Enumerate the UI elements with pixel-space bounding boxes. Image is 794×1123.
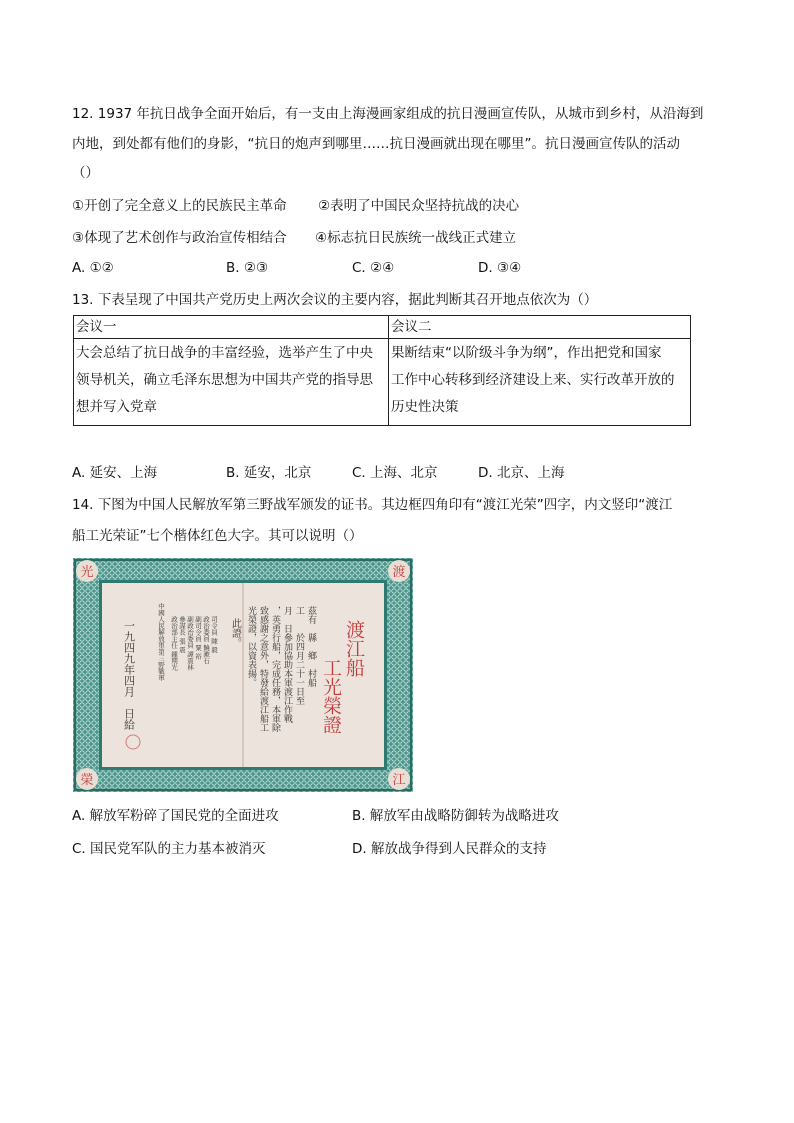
table-header-cell: 会议一 bbox=[74, 316, 389, 339]
svg-text:光: 光 bbox=[80, 565, 94, 580]
signer-col: 參謀長 張 震 bbox=[178, 616, 186, 653]
certificate-title-col1: 渡江船 bbox=[343, 620, 365, 677]
body-col: 茲有 縣 鄉 村船 bbox=[306, 606, 316, 687]
q14-option-d: D. 解放战争得到人民群众的支持 bbox=[352, 841, 547, 857]
signer-col: 政治委員 饒漱石 bbox=[202, 616, 210, 664]
certificate-date: 一九四九年四月 日給 bbox=[122, 620, 136, 730]
body-col: 光榮證，以資表揚。 bbox=[246, 606, 256, 687]
q12-stem-line2: 内地，到处都有他们的身影，“抗日的炮声到哪里……抗日漫画就出现在哪里”。抗日漫画宣传队的活动 bbox=[72, 136, 680, 152]
q14-stem-line1: 14. 下图为中国人民解放军第三野战军颁发的证书。其边框四角印有“渡江光荣”四字，内文竖印“渡江 bbox=[72, 497, 673, 513]
q12-statement-1: ①开创了完全意义上的民族民主革命 bbox=[72, 198, 287, 214]
q13-option-a: A. 延安、上海 bbox=[72, 465, 158, 481]
q14-option-b: B. 解放军由战略防御转为战略进攻 bbox=[352, 808, 559, 824]
cell-line: 果断结束“以阶级斗争为纲”，作出把党和国家 bbox=[391, 345, 662, 361]
body-col: 致感謝之意外，特發給渡江船工 bbox=[258, 606, 268, 732]
issuer-col: 中國人民解放軍第三野戰軍 bbox=[157, 603, 165, 681]
table-cell-meeting1 bbox=[74, 339, 389, 426]
table-header-cell: 会议二 bbox=[389, 316, 691, 339]
signer-col: 政治部主任 鍾期光 bbox=[170, 616, 178, 671]
q13-option-b: B. 延安，北京 bbox=[226, 465, 312, 481]
body-col: ，英勇行船，完成任務，本軍除 bbox=[270, 606, 280, 732]
certificate-image bbox=[73, 558, 413, 792]
cell-line: 历史性决策 bbox=[391, 399, 459, 415]
signer-col: 司令員 陳 毅 bbox=[210, 616, 218, 653]
signer-col: 副政治委員 譚震林 bbox=[186, 616, 194, 671]
svg-text:江: 江 bbox=[392, 773, 406, 788]
q12-option-b: B. ②③ bbox=[226, 260, 269, 276]
corner-seal-tl bbox=[76, 560, 98, 582]
corner-seal-br bbox=[388, 768, 410, 790]
cell-line: 领导机关，确立毛泽东思想为中国共产党的指导思 bbox=[76, 372, 373, 388]
table-header-row bbox=[74, 316, 691, 339]
q14-option-c: C. 国民党军队的主力基本被消灭 bbox=[72, 841, 266, 857]
body-col: 此證。 bbox=[229, 618, 241, 648]
q12-option-a: A. ①② bbox=[72, 260, 114, 276]
body-col: 月 日參加協助本軍渡江作戰 bbox=[282, 606, 292, 723]
meeting-table bbox=[73, 315, 691, 426]
cell-line: 大会总结了抗日战争的丰富经验，选举产生了中央 bbox=[76, 345, 373, 361]
signer-col: 副司令員 粟 裕 bbox=[194, 616, 202, 660]
q13-option-d: D. 北京、上海 bbox=[478, 465, 565, 481]
table-row bbox=[74, 339, 691, 426]
body-col: 工 於四月二十一日至 bbox=[294, 606, 304, 705]
svg-text:渡: 渡 bbox=[392, 565, 406, 580]
q12-statement-2: ②表明了中国民众坚持抗战的决心 bbox=[318, 198, 520, 214]
q12-option-c: C. ②④ bbox=[352, 260, 395, 276]
q13-stem: 13. 下表呈现了中国共产党历史上两次会议的主要内容，据此判断其召开地点依次为（） bbox=[72, 292, 598, 308]
q12-option-d: D. ③④ bbox=[478, 260, 522, 276]
cell-line: 工作中心转移到经济建设上来、实行改革开放的 bbox=[391, 372, 675, 388]
cell-line: 想并写入党章 bbox=[76, 399, 157, 415]
q12-statement-3: ③体现了艺术创作与政治宣传相结合 bbox=[72, 230, 287, 246]
q12-stem-line1: 12. 1937 年抗日战争全面开始后，有一支由上海漫画家组成的抗日漫画宣传队，从城市到乡村，从沿海到 bbox=[72, 106, 704, 122]
corner-seal-bl bbox=[76, 768, 98, 790]
corner-seal-tr bbox=[388, 560, 410, 582]
certificate-title-col2: 工光榮證 bbox=[320, 658, 342, 734]
q12-stem-line3: （） bbox=[72, 165, 99, 181]
q14-option-a: A. 解放军粉碎了国民党的全面进攻 bbox=[72, 808, 279, 824]
q13-option-c: C. 上海、北京 bbox=[352, 465, 438, 481]
q12-statement-4: ④标志抗日民族统一战线正式建立 bbox=[315, 230, 517, 246]
q14-stem-line2: 船工光荣证”七个楷体红色大字。其可以说明（） bbox=[72, 528, 363, 544]
table-cell-meeting2 bbox=[389, 339, 691, 426]
svg-text:榮: 榮 bbox=[80, 773, 94, 788]
